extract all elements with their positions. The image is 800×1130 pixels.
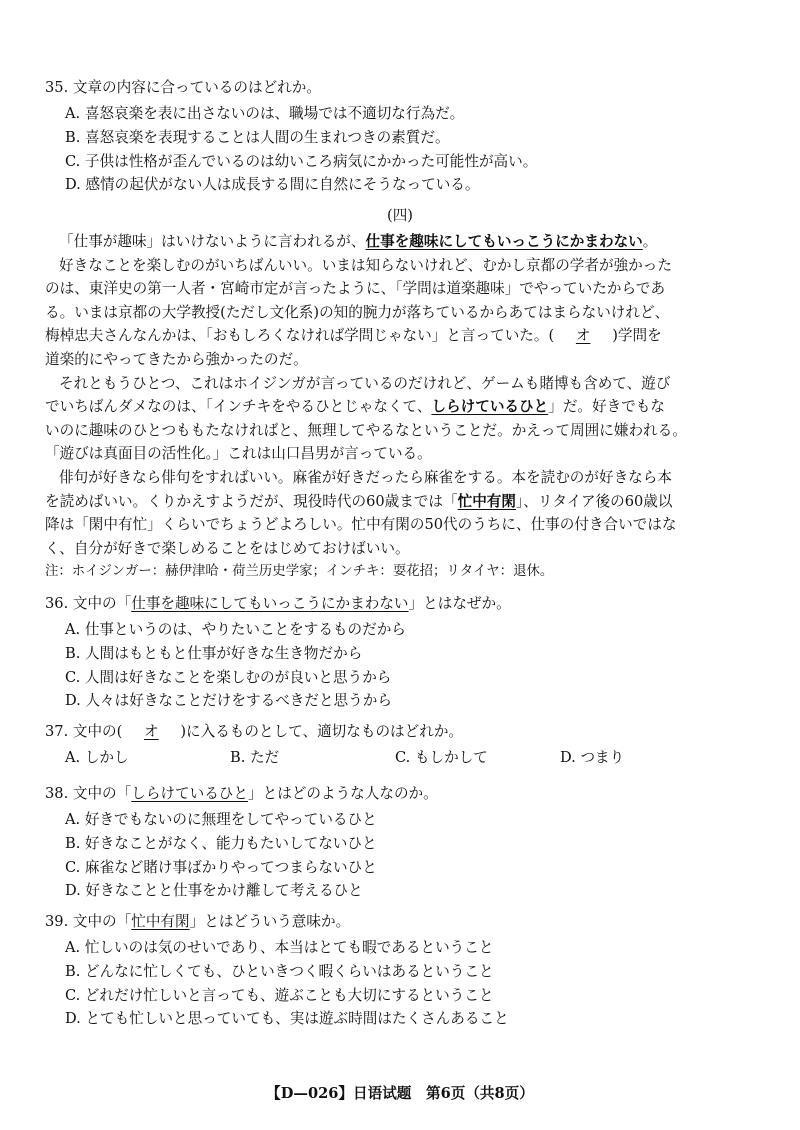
passage-line: 俳句が好きなら俳句をすればいい。麻雀が好きだったら麻雀をする。本を読むのが好きなら本 bbox=[59, 468, 672, 486]
passage-note: 注：ホイジンガー：赫伊津哈・荷兰历史学家；インチキ：耍花招；リタイヤ：退休。 bbox=[45, 564, 554, 580]
passage-line: 好きなことを楽しむのがいちばんいい。いまは知らないけれど、むかし京都の学者が強かった bbox=[59, 256, 672, 274]
underlined-phrase-kamawanai: 仕事を趣味にしてもいっこうにかまわない bbox=[365, 233, 643, 250]
question-36-option-b: B. 人間はもともと仕事が好きな生き物だから bbox=[65, 644, 363, 662]
question-38-option-d: D. 好きなことと仕事をかけ離して考えるひと bbox=[65, 882, 363, 900]
passage-line-bochuyukan: を読めばいい。くりかえすようだが、現役時代の60歳までは「忙中有閑」、リタイア後の60歳以 bbox=[45, 492, 673, 510]
question-38-option-a: A. 好きでもないのに無理をしてやっているひと bbox=[65, 811, 377, 828]
question-35-option-b: B. 喜怒哀楽を表現することは人間の生まれつきの素質だ。 bbox=[65, 128, 450, 146]
question-38-stem: 38. 文中の「しらけているひと」とはどのような人なのか。 bbox=[45, 785, 438, 802]
passage-line: それともうひとつ、これはホイジンガが言っているのだけれど、ゲームも賭博も含めて、遊び bbox=[59, 374, 671, 392]
question-38-option-b: B. 好きなことがなく、能力もたいしてないひと bbox=[65, 834, 377, 852]
question-39-option-c: C. どれだけ忙しいと言っても、遊ぶことも大切にするということ bbox=[65, 986, 494, 1004]
question-39-option-d: D. とても忙しいと思っていても、実は遊ぶ時間はたくさんあること bbox=[65, 1010, 509, 1028]
passage-line: のは、東洋史の第一人者・宮崎市定が言ったように、「学問は道楽趣味」でやっていたからであ bbox=[45, 280, 666, 298]
question-37-option-a: A. しかし bbox=[65, 749, 129, 766]
page-footer: 【D—026】日语试题 第6页（共8页） bbox=[266, 1085, 534, 1102]
question-37-option-d: D. つまり bbox=[560, 749, 625, 766]
blank-o: オ bbox=[575, 327, 591, 345]
question-37 bbox=[45, 720, 760, 772]
passage-line: る。いまは京都の大学教授(ただし文化系)の知的腕力が落ちているからあてはまらないけれど、 bbox=[45, 303, 670, 321]
question-35-option-d: D. 感情の起伏がない人は成長する間に自然にそうなっている。 bbox=[65, 176, 480, 194]
underlined-phrase-bochuyukan: 忙中有閑 bbox=[457, 492, 516, 510]
question-35-option-a: A. 喜怒哀楽を表に出さないのは、職場では不適切な行為だ。 bbox=[65, 105, 465, 122]
question-36-stem: 36. 文中の「仕事を趣味にしてもいっこうにかまわない」とはなぜか。 bbox=[45, 595, 511, 612]
reading-passage bbox=[45, 230, 760, 584]
question-36-option-d: D. 人々は好きなことだけをするべきだと思うから bbox=[65, 692, 392, 710]
question-37-options bbox=[45, 746, 760, 772]
question-35-stem: 35. 文章の内容に合っているのはどれか。 bbox=[45, 79, 321, 96]
passage-line: く、自分が好きで楽しめることをはじめておけばいい。 bbox=[45, 539, 410, 557]
section-label: (四) bbox=[387, 207, 413, 224]
passage-line: いのに趣味のひとつももたなければと、無理してやるなということだ。かえって周囲に嫌われる。 bbox=[45, 421, 687, 439]
question-37-stem: 37. 文中の( オ )に入るものとして、適切なものはどれか。 bbox=[45, 720, 760, 746]
question-37-option-b: B. ただ bbox=[230, 749, 280, 766]
question-38 bbox=[45, 782, 760, 903]
passage-line: 「遊びは真面目の活性化。」これは山口昌男が言っている。 bbox=[45, 445, 432, 463]
question-35-option-c: C. 子供は性格が歪んでいるのは幼いころ病気にかかった可能性が高い。 bbox=[65, 152, 538, 170]
passage-intro: 「仕事が趣味」はいけないように言われるが、仕事を趣味にしてもいっこうにかまわない。 bbox=[59, 233, 658, 250]
question-39-option-b: B. どんなに忙しくても、ひといきつく暇くらいはあるということ bbox=[65, 962, 494, 980]
question-36 bbox=[45, 592, 760, 713]
question-36-option-c: C. 人間は好きなことを楽しむのが良いと思うから bbox=[65, 668, 392, 686]
blank-o: オ bbox=[144, 723, 159, 740]
passage-line: 降は「閑中有忙」くらいでちょうどよろしい。忙中有閑の50代のうちに、仕事の付き合いではな bbox=[45, 516, 677, 534]
passage-line-blank: 梅棹忠夫さんなんかは、「おもしろくなければ学問じゃない」と言っていた。( オ )学問を bbox=[45, 324, 760, 348]
question-39 bbox=[45, 910, 760, 1031]
question-39-stem: 39. 文中の「忙中有閑」とはどういう意味か。 bbox=[45, 913, 351, 930]
question-38-option-c: C. 麻雀など賭け事ばかりやってつまらないひと bbox=[65, 858, 377, 876]
passage-line: 道楽的にやってきたから強かったのだ。 bbox=[45, 350, 308, 368]
question-35 bbox=[45, 76, 760, 197]
question-36-option-a: A. 仕事というのは、やりたいことをするものだから bbox=[65, 621, 406, 638]
passage-line-shiraketeiru: でいちばんダメなのは、「インチキをやるひとじゃなくて、しらけているひと」だ。好きでもな bbox=[45, 398, 665, 416]
underlined-phrase-shiraketeiru: しらけているひと bbox=[431, 398, 549, 416]
question-37-option-c: C. もしかして bbox=[395, 749, 488, 766]
question-39-option-a: A. 忙しいのは気のせいであり、本当はとても暇であるということ bbox=[65, 939, 494, 956]
